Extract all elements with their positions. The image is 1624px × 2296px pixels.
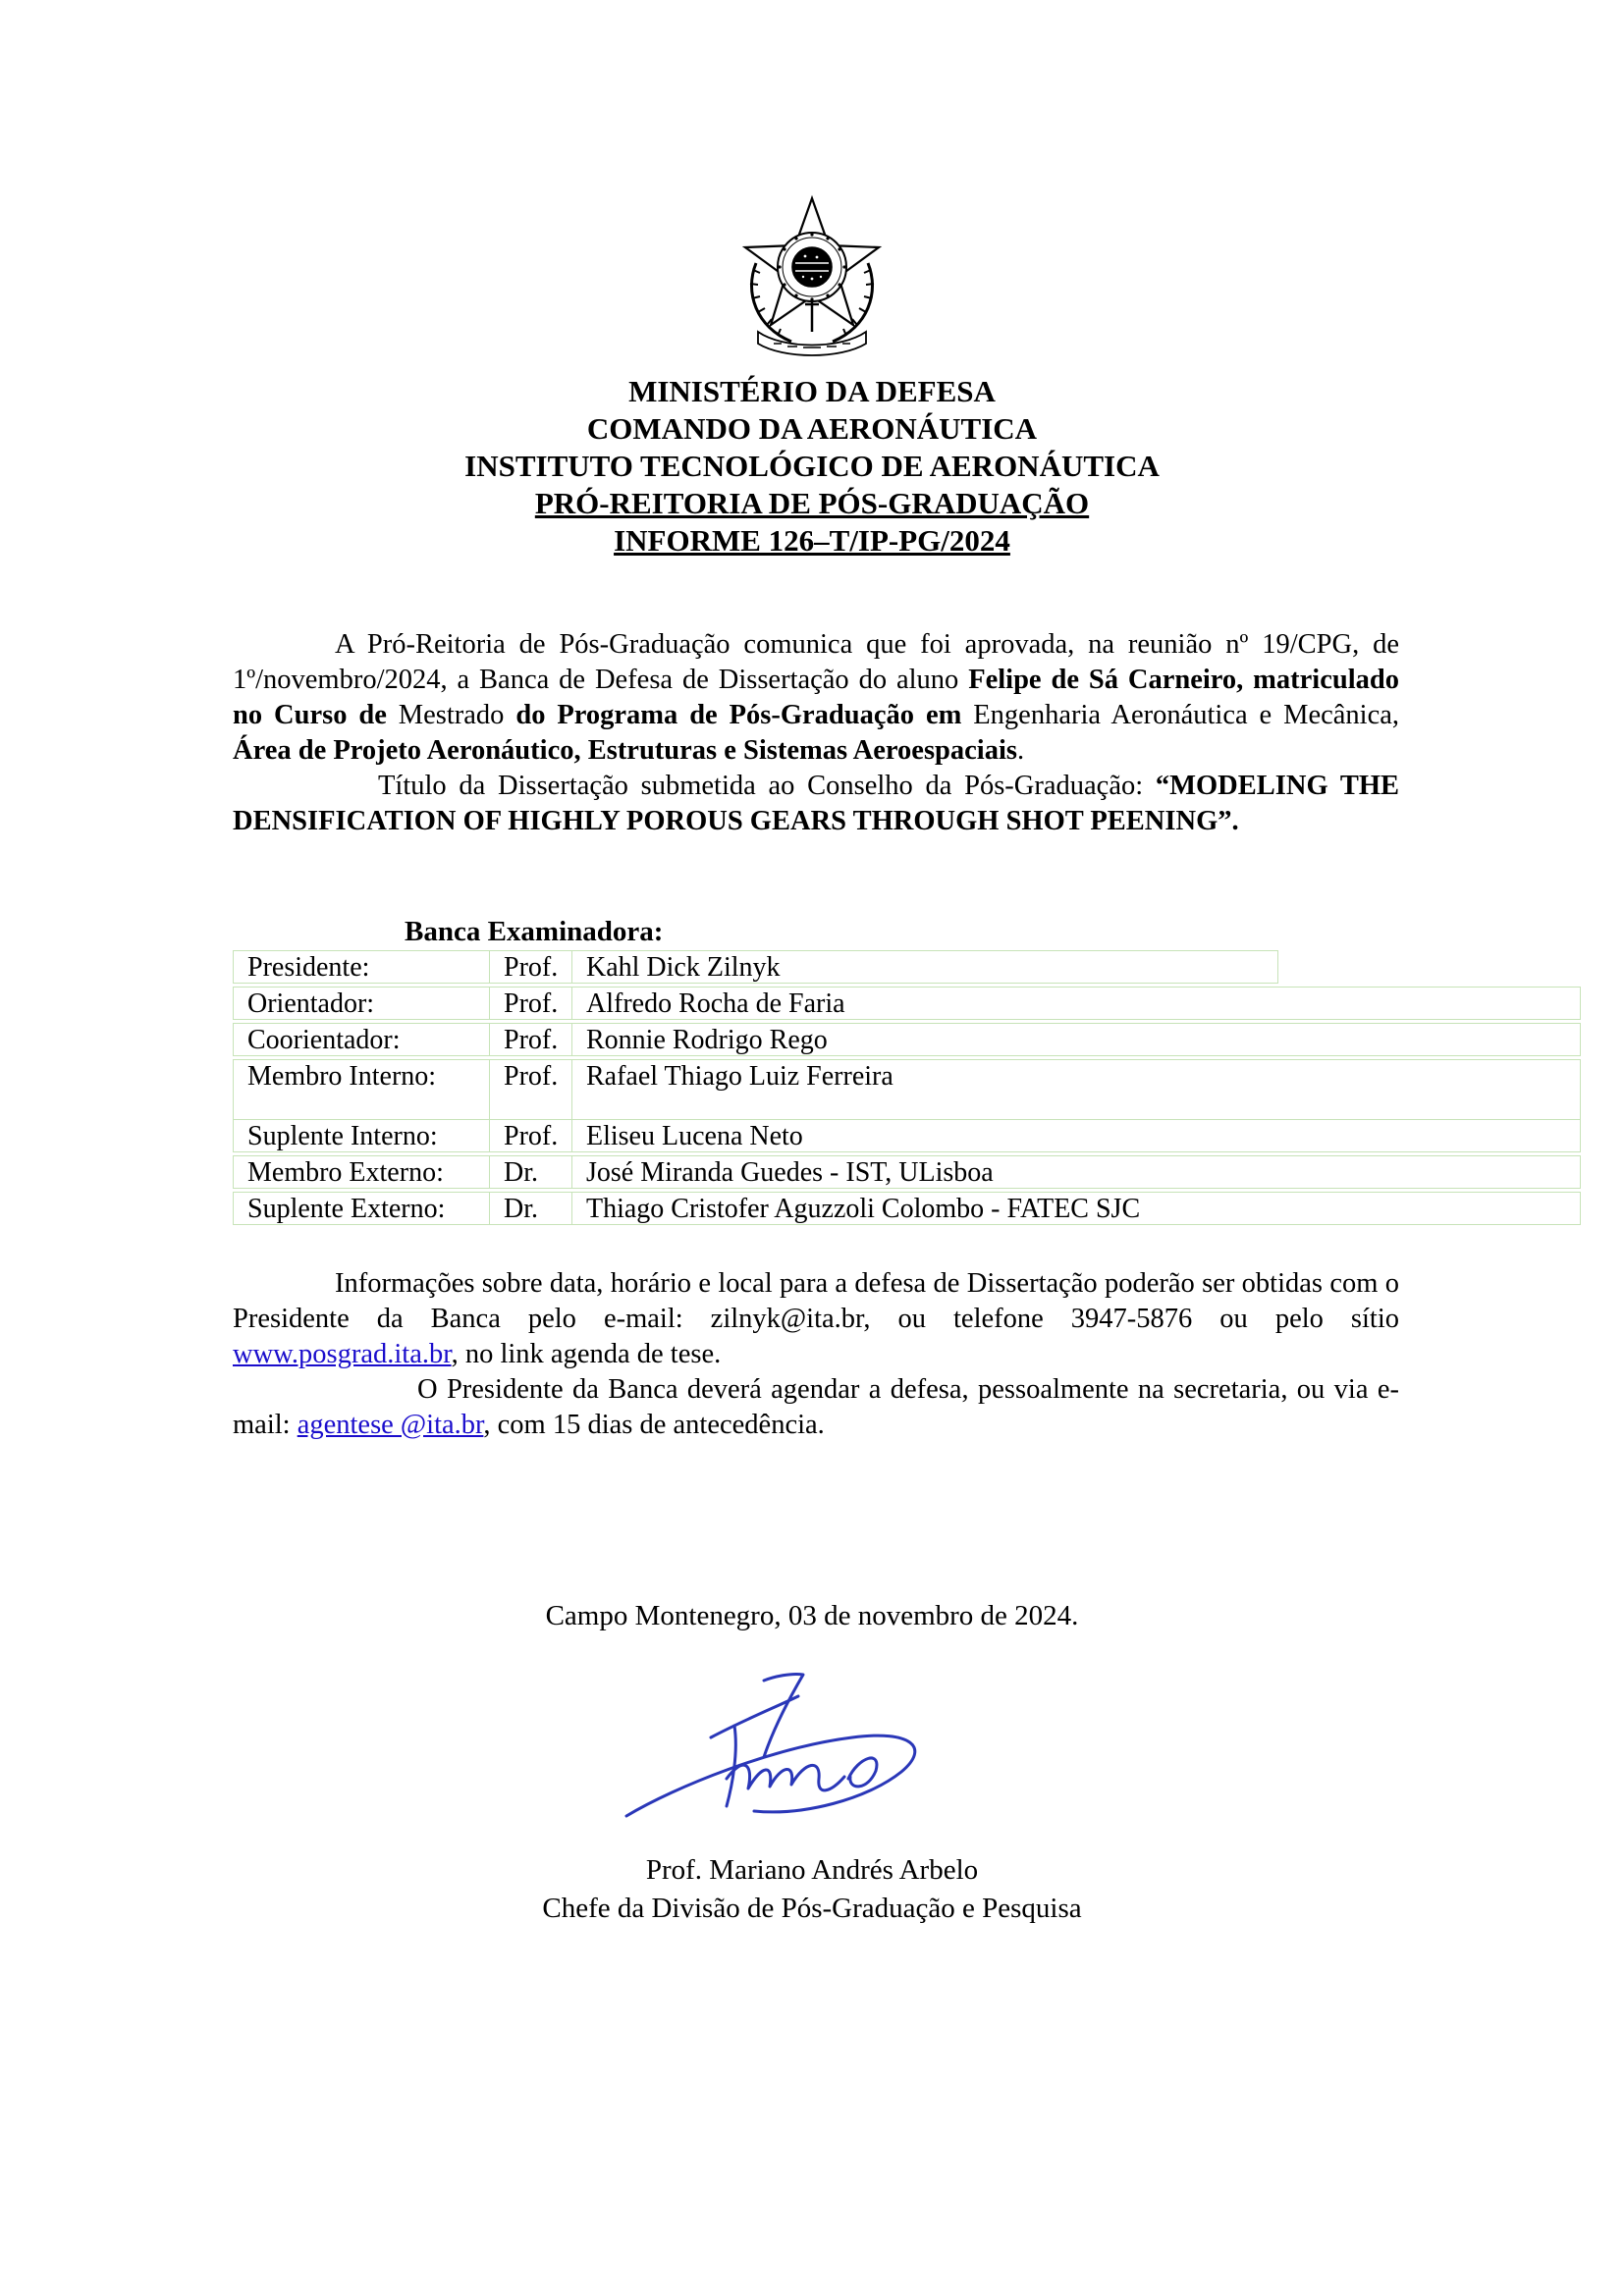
- announcement-text: A Pró-Reitoria de Pós-Graduação comunica que foi aprovada, na reunião nº 19/CPG, de 1º/novembro/2024, a Banca de Defesa de Dissertação do aluno: [233, 629, 1399, 695]
- document-heading: [233, 373, 1391, 560]
- place-date: Campo Montenegro, 03 de novembro de 2024.: [545, 1600, 1079, 1631]
- member-name: Ronnie Rodrigo Rego: [571, 1023, 1581, 1056]
- signer-role: Chefe da Divisão de Pós-Graduação e Pesquisa: [542, 1893, 1082, 1924]
- handwritten-signature: [617, 1669, 990, 1836]
- member-name: Rafael Thiago Luiz Ferreira: [571, 1059, 1581, 1120]
- signer-name: Prof. Mariano Andrés Arbelo: [645, 1854, 979, 1886]
- info-paragraph: [233, 1266, 1399, 1372]
- member-title: Dr.: [489, 1155, 572, 1189]
- scheduling-text-end: , com 15 dias de antecedência.: [483, 1410, 825, 1440]
- heading-command: COMANDO DA AERONÁUTICA: [586, 411, 1038, 446]
- dissertation-title-paragraph: [233, 769, 1399, 839]
- agentese-email-link[interactable]: agentese @ita.br: [297, 1410, 484, 1440]
- member-role: Presidente:: [233, 950, 490, 984]
- member-role: Coorientador:: [233, 1023, 490, 1056]
- member-title: Prof.: [489, 987, 572, 1020]
- posgrad-link[interactable]: www.posgrad.ita.br: [233, 1339, 452, 1369]
- member-name: Eliseu Lucena Neto: [571, 1119, 1581, 1152]
- member-title: Prof.: [489, 1119, 572, 1152]
- course-level: Mestrado: [386, 700, 516, 730]
- dissertation-title-label: Título da Dissertação submetida ao Conselho da Pós-Graduação:: [378, 771, 1156, 801]
- research-area: Área de Projeto Aeronáutico, Estruturas e Sistemas Aeroespaciais: [233, 735, 1017, 766]
- info-text: Informações sobre data, horário e local para a defesa de Dissertação poderão ser obtidas com o Presidente da Banca pelo e-mail: zilnyk@ita.br, ou telefone 3947-5876 ou pelo sítio: [233, 1268, 1399, 1334]
- heading-ministry: MINISTÉRIO DA DEFESA: [628, 374, 996, 408]
- member-name: Thiago Cristofer Aguzzoli Colombo - FATEC SJC: [571, 1192, 1581, 1225]
- dissertation-title: “MODELING THE DENSIFICATION OF HIGHLY POROUS GEARS THROUGH SHOT PEENING”.: [233, 771, 1400, 836]
- info-body: [233, 1266, 1399, 1443]
- heading-pro-reitoria: PRÓ-REITORIA DE PÓS-GRADUAÇÃO: [534, 486, 1090, 520]
- member-role: Membro Interno:: [233, 1059, 490, 1120]
- heading-informe-number: INFORME 126–T/IP-PG/2024: [614, 523, 1010, 558]
- member-name: Alfredo Rocha de Faria: [571, 987, 1581, 1020]
- student-name: Felipe de Sá Carneiro, matriculado no Curso de: [233, 665, 1399, 730]
- member-name: Kahl Dick Zilnyk: [571, 950, 1278, 984]
- member-title: Prof.: [489, 1023, 572, 1056]
- member-title: Prof.: [489, 950, 572, 984]
- program-name: Engenharia Aeronáutica e Mecânica,: [961, 700, 1400, 730]
- scheduling-paragraph: [233, 1372, 1399, 1443]
- coat-of-arms-emblem: [734, 194, 890, 361]
- banca-title: Banca Examinadora:: [405, 916, 664, 947]
- announcement-paragraph: [233, 627, 1399, 769]
- member-title: Prof.: [489, 1059, 572, 1120]
- member-role: Suplente Externo:: [233, 1192, 490, 1225]
- scheduling-text: O Presidente da Banca deverá agendar a defesa, pessoalmente na secretaria, ou via e-mail:: [233, 1374, 1399, 1440]
- program-label: do Programa de Pós-Graduação em: [515, 700, 962, 730]
- member-role: Orientador:: [233, 987, 490, 1020]
- announcement-body: [233, 627, 1399, 839]
- member-title: Dr.: [489, 1192, 572, 1225]
- announcement-period: .: [1016, 735, 1025, 766]
- member-role: Suplente Interno:: [233, 1119, 490, 1152]
- member-role: Membro Externo:: [233, 1155, 490, 1189]
- heading-institute: INSTITUTO TECNOLÓGICO DE AERONÁUTICA: [464, 449, 1160, 483]
- member-name: José Miranda Guedes - IST, ULisboa: [571, 1155, 1581, 1189]
- info-text-end: , no link agenda de tese.: [451, 1339, 722, 1369]
